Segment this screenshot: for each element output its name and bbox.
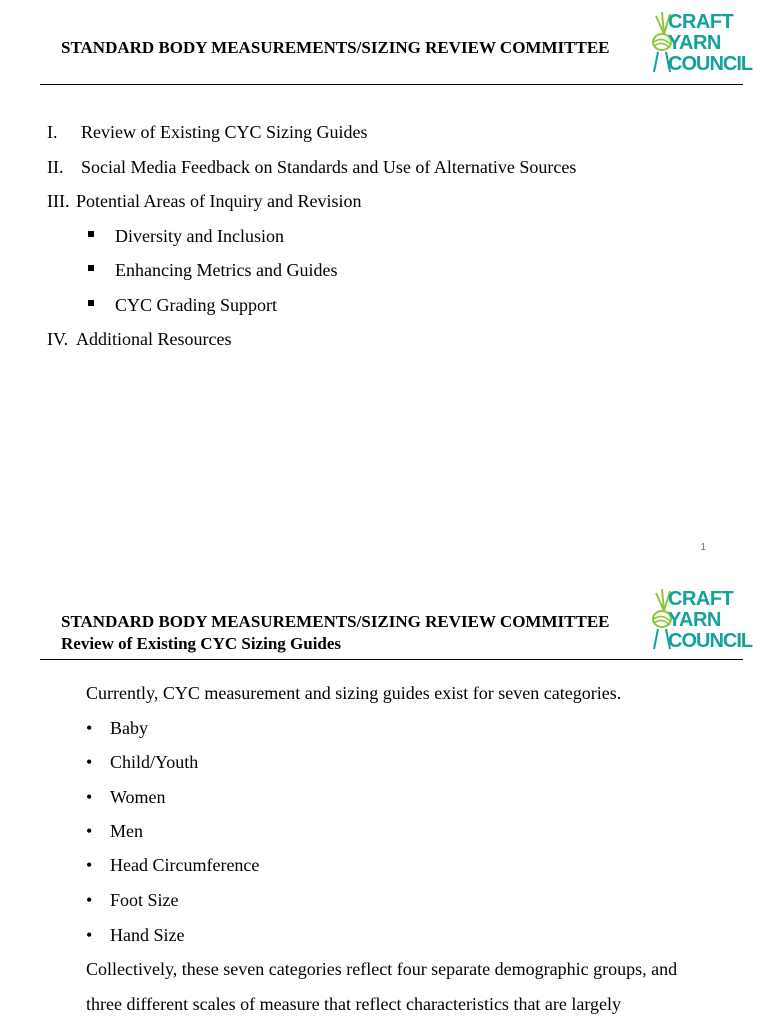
page-number: 1 bbox=[700, 542, 706, 553]
craft-yarn-council-logo bbox=[648, 11, 753, 78]
category-item: Foot Size bbox=[110, 890, 179, 910]
category-item: Baby bbox=[110, 718, 148, 738]
logo-word-council: COUNCIL bbox=[668, 630, 753, 652]
slide-title: STANDARD BODY MEASUREMENTS/SIZING REVIEW COMMITTEE bbox=[61, 38, 610, 57]
bullet-dot-icon: • bbox=[86, 890, 93, 910]
logo-word-craft: CRAFT bbox=[668, 588, 734, 610]
square-bullet-icon bbox=[88, 300, 94, 306]
square-bullet-icon bbox=[88, 265, 94, 271]
summary-paragraph-line: three different scales of measure that reflect characteristics that are largely bbox=[86, 994, 622, 1014]
title-divider bbox=[40, 84, 743, 85]
square-bullet-icon bbox=[88, 231, 94, 237]
agenda-item-1 bbox=[47, 121, 368, 143]
agenda-subitem-2: Enhancing Metrics and Guides bbox=[115, 260, 338, 280]
agenda-text: Social Media Feedback on Standards and Use of Alternative Sources bbox=[81, 157, 577, 177]
agenda-text: Review of Existing CYC Sizing Guides bbox=[81, 122, 368, 142]
summary-paragraph-line: Collectively, these seven categories reflect four separate demographic groups, and bbox=[86, 959, 678, 979]
logo-wordmark bbox=[668, 588, 753, 652]
agenda-text: Potential Areas of Inquiry and Revision bbox=[76, 191, 362, 211]
title-divider bbox=[40, 659, 743, 660]
slide-2 bbox=[0, 575, 768, 1024]
logo-word-council: COUNCIL bbox=[668, 53, 753, 75]
agenda-item-4 bbox=[47, 328, 231, 350]
agenda-numeral: II. bbox=[47, 157, 64, 177]
craft-yarn-council-logo bbox=[648, 588, 753, 655]
bullet-dot-icon: • bbox=[86, 821, 93, 841]
slide-subtitle: Review of Existing CYC Sizing Guides bbox=[61, 634, 342, 653]
category-item: Child/Youth bbox=[110, 752, 199, 772]
agenda-item-2 bbox=[47, 156, 576, 178]
logo-word-yarn: YARN bbox=[668, 32, 721, 54]
slide-title: STANDARD BODY MEASUREMENTS/SIZING REVIEW COMMITTEE bbox=[61, 612, 610, 631]
bullet-dot-icon: • bbox=[86, 787, 93, 807]
category-item: Women bbox=[110, 787, 166, 807]
agenda-subitem-3: CYC Grading Support bbox=[115, 295, 277, 315]
agenda-numeral: III. bbox=[47, 191, 70, 211]
logo-word-craft: CRAFT bbox=[668, 11, 734, 33]
agenda-subitem-1: Diversity and Inclusion bbox=[115, 226, 284, 246]
logo-wordmark bbox=[668, 11, 753, 75]
agenda-item-3 bbox=[47, 190, 361, 212]
category-item: Men bbox=[110, 821, 143, 841]
agenda-text: Additional Resources bbox=[76, 329, 232, 349]
bullet-dot-icon: • bbox=[86, 855, 93, 875]
logo-word-yarn: YARN bbox=[668, 609, 721, 631]
bullet-dot-icon: • bbox=[86, 925, 93, 945]
bullet-dot-icon: • bbox=[86, 752, 93, 772]
category-item: Head Circumference bbox=[110, 855, 260, 875]
bullet-dot-icon: • bbox=[86, 718, 93, 738]
intro-text: Currently, CYC measurement and sizing guides exist for seven categories. bbox=[86, 683, 622, 703]
agenda-numeral: IV. bbox=[47, 329, 69, 349]
category-item: Hand Size bbox=[110, 925, 185, 945]
agenda-numeral: I. bbox=[47, 122, 58, 142]
